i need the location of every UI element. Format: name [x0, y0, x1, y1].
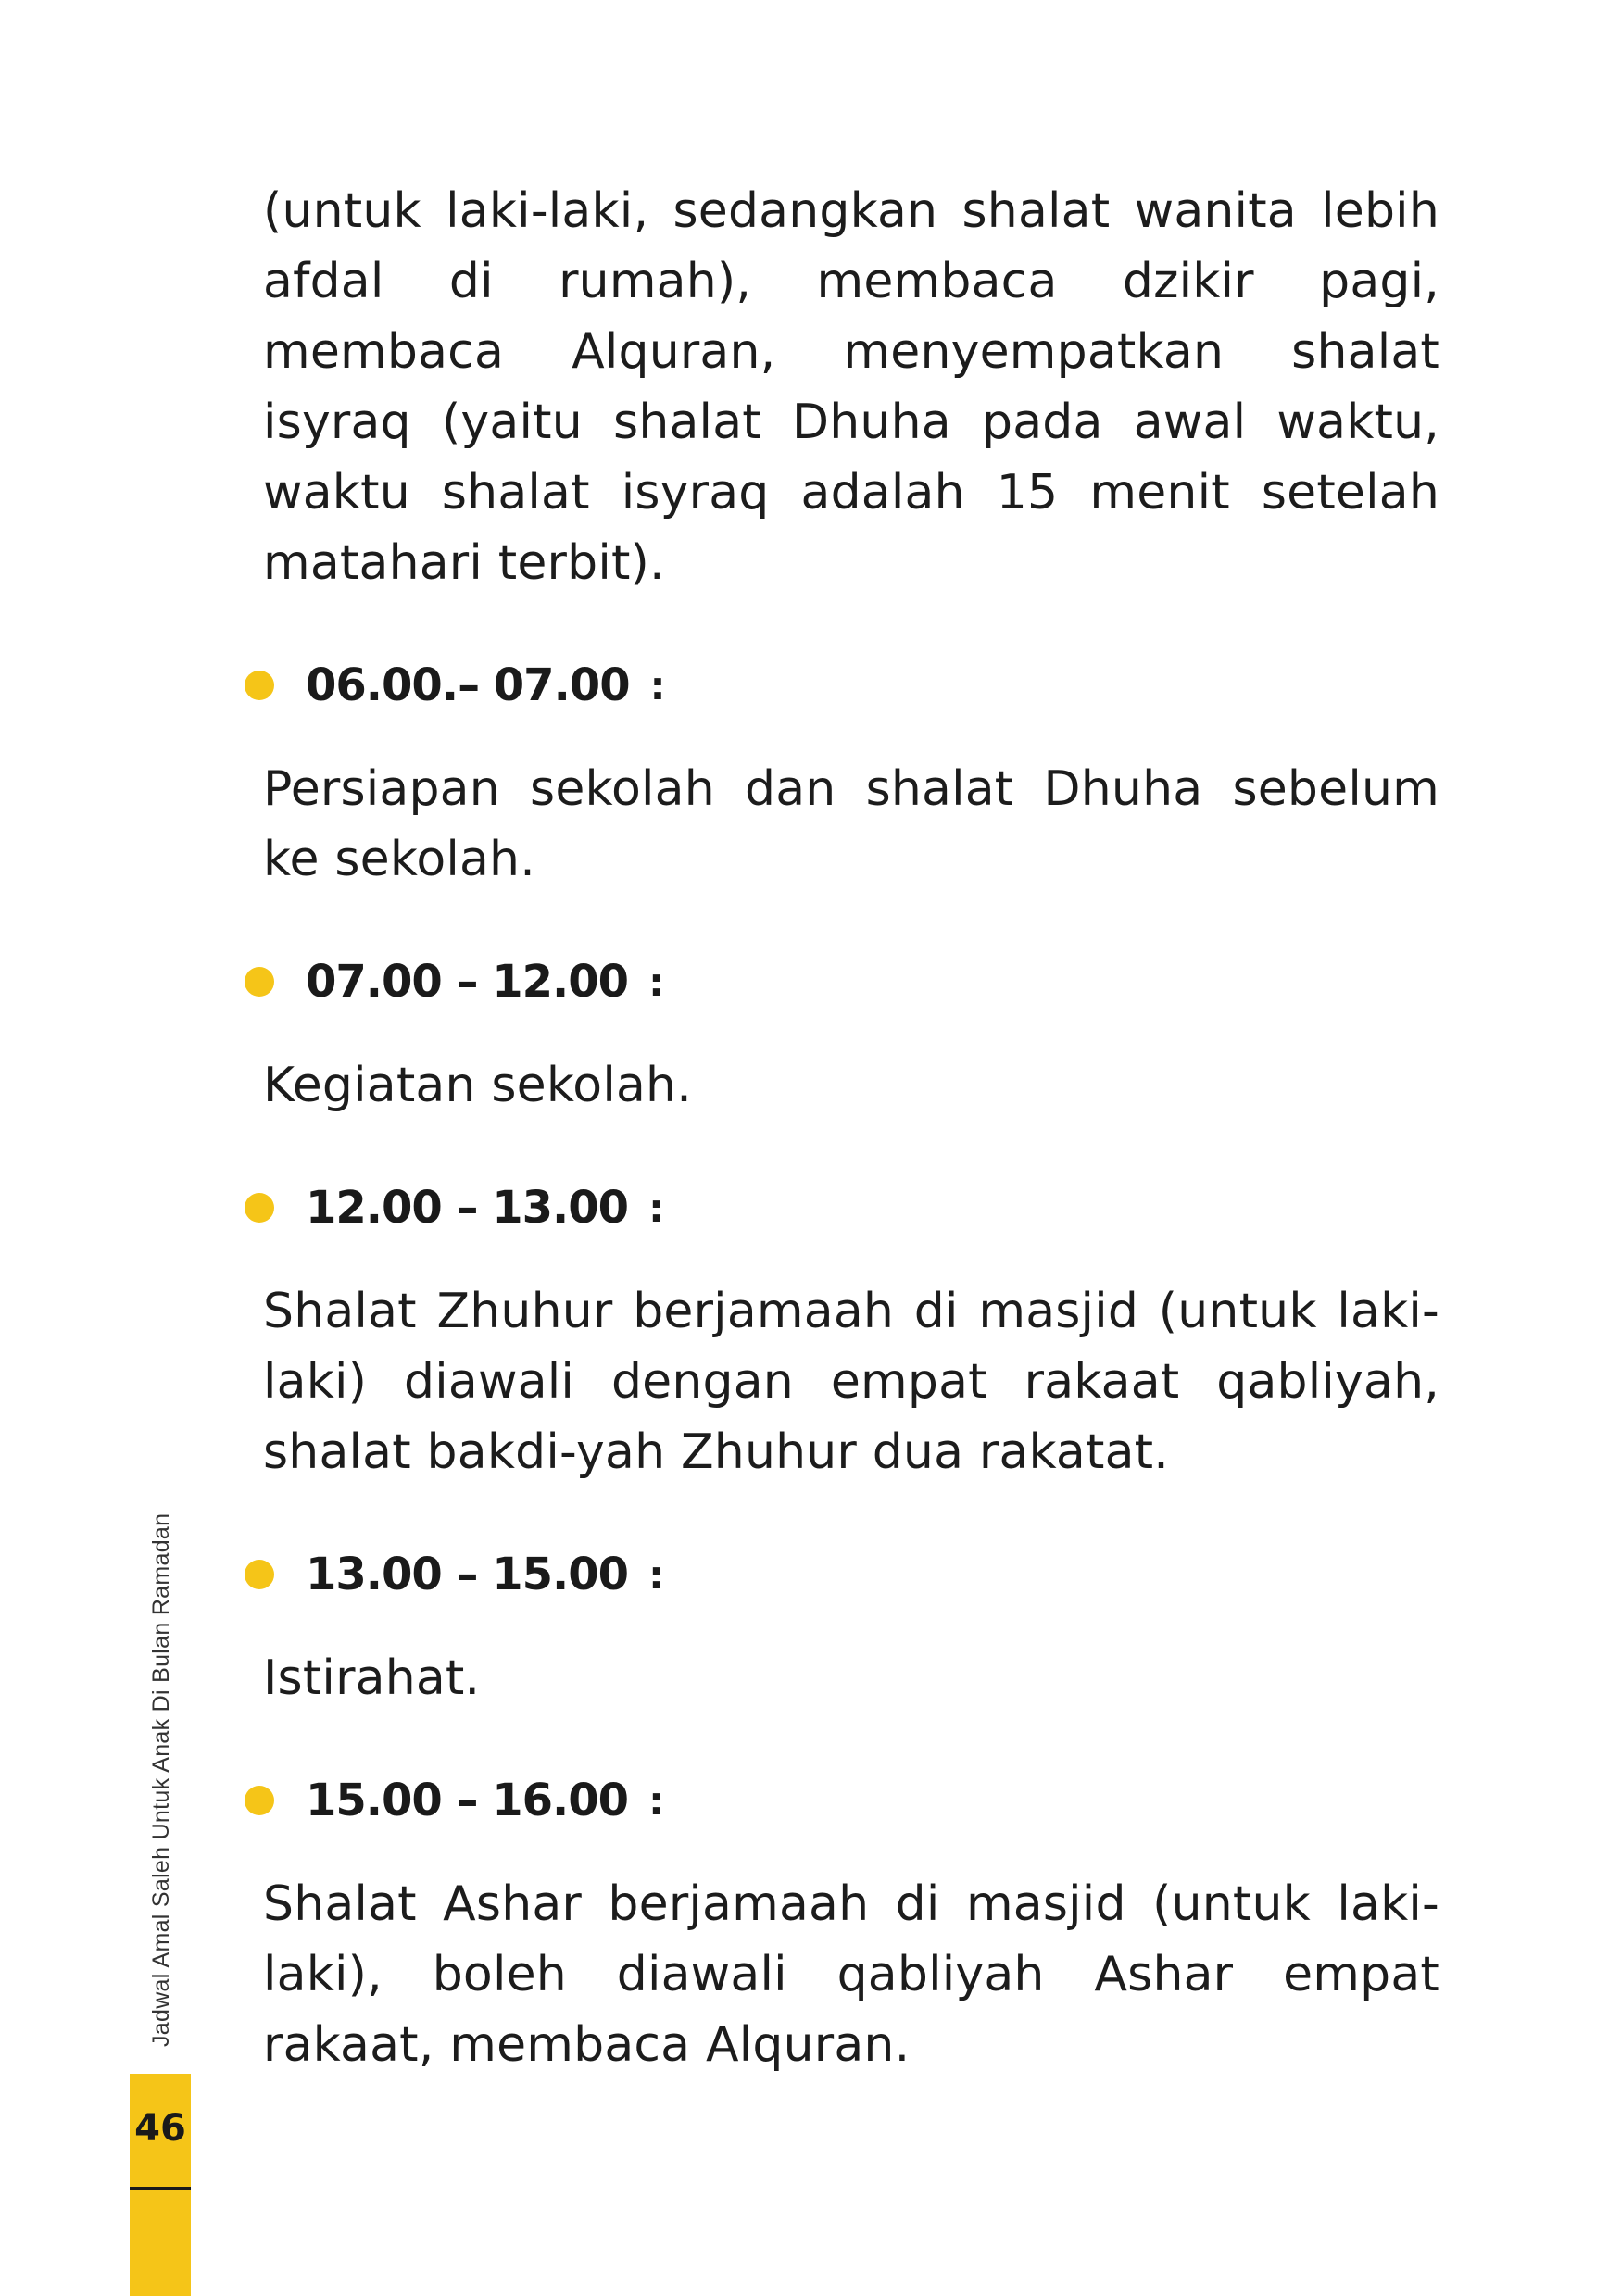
bullet-icon [245, 967, 274, 997]
schedule-time-4 [245, 1537, 1439, 1612]
time-colon: : [648, 1777, 664, 1824]
time-range: 12.00 – 13.00 [306, 1182, 629, 1234]
schedule-time-1 [245, 648, 1439, 722]
schedule-description-2: Kegiatan sekolah. [263, 1058, 692, 1113]
time-range: 13.00 – 15.00 [306, 1549, 629, 1600]
time-colon: : [648, 1551, 664, 1598]
time-range: 06.00.– 07.00 [306, 659, 630, 711]
schedule-description-5: Shalat Ashar berjamaah di masjid (untuk laki-laki), boleh diawali qabliyah Ashar empat rakaat, membaca Alquran. [263, 1876, 1439, 2073]
time-range: 15.00 – 16.00 [306, 1775, 629, 1826]
page-number-tab [130, 2074, 191, 2296]
bullet-icon [245, 1786, 274, 1815]
running-title: Jadwal Amal Saleh Untuk Anak Di Bulan Ramadan [148, 1512, 174, 2047]
bullet-icon [245, 1193, 274, 1223]
schedule-description-3: Shalat Zhuhur berjamaah di masjid (untuk laki-laki) diawali dengan empat rakaat qabliyah, shalat bakdi-yah Zhuhur dua rakatat. [263, 1284, 1439, 1480]
schedule-description-1: Persiapan sekolah dan shalat Dhuha sebelum ke sekolah. [263, 761, 1439, 887]
page-number: 46 [134, 2107, 186, 2150]
intro-paragraph: (untuk laki-laki, sedangkan shalat wanita lebih afdal di rumah), membaca dzikir pagi, membaca Alquran, menyempatkan shalat isyraq (yaitu shalat Dhuha pada awal waktu, waktu shalat isyraq adalah 15 menit setelah matahari terbit). [263, 183, 1439, 591]
time-colon: : [648, 1185, 664, 1231]
schedule-time-5 [245, 1763, 1439, 1838]
time-colon: : [649, 662, 666, 709]
schedule-time-3 [245, 1171, 1439, 1245]
time-colon: : [648, 959, 664, 1005]
page-number-underline [130, 2187, 191, 2190]
time-range: 07.00 – 12.00 [306, 956, 629, 1008]
schedule-description-4: Istirahat. [263, 1650, 481, 1706]
bullet-icon [245, 671, 274, 700]
page-content [263, 176, 1439, 2080]
bullet-icon [245, 1560, 274, 1589]
schedule-time-2 [245, 945, 1439, 1019]
